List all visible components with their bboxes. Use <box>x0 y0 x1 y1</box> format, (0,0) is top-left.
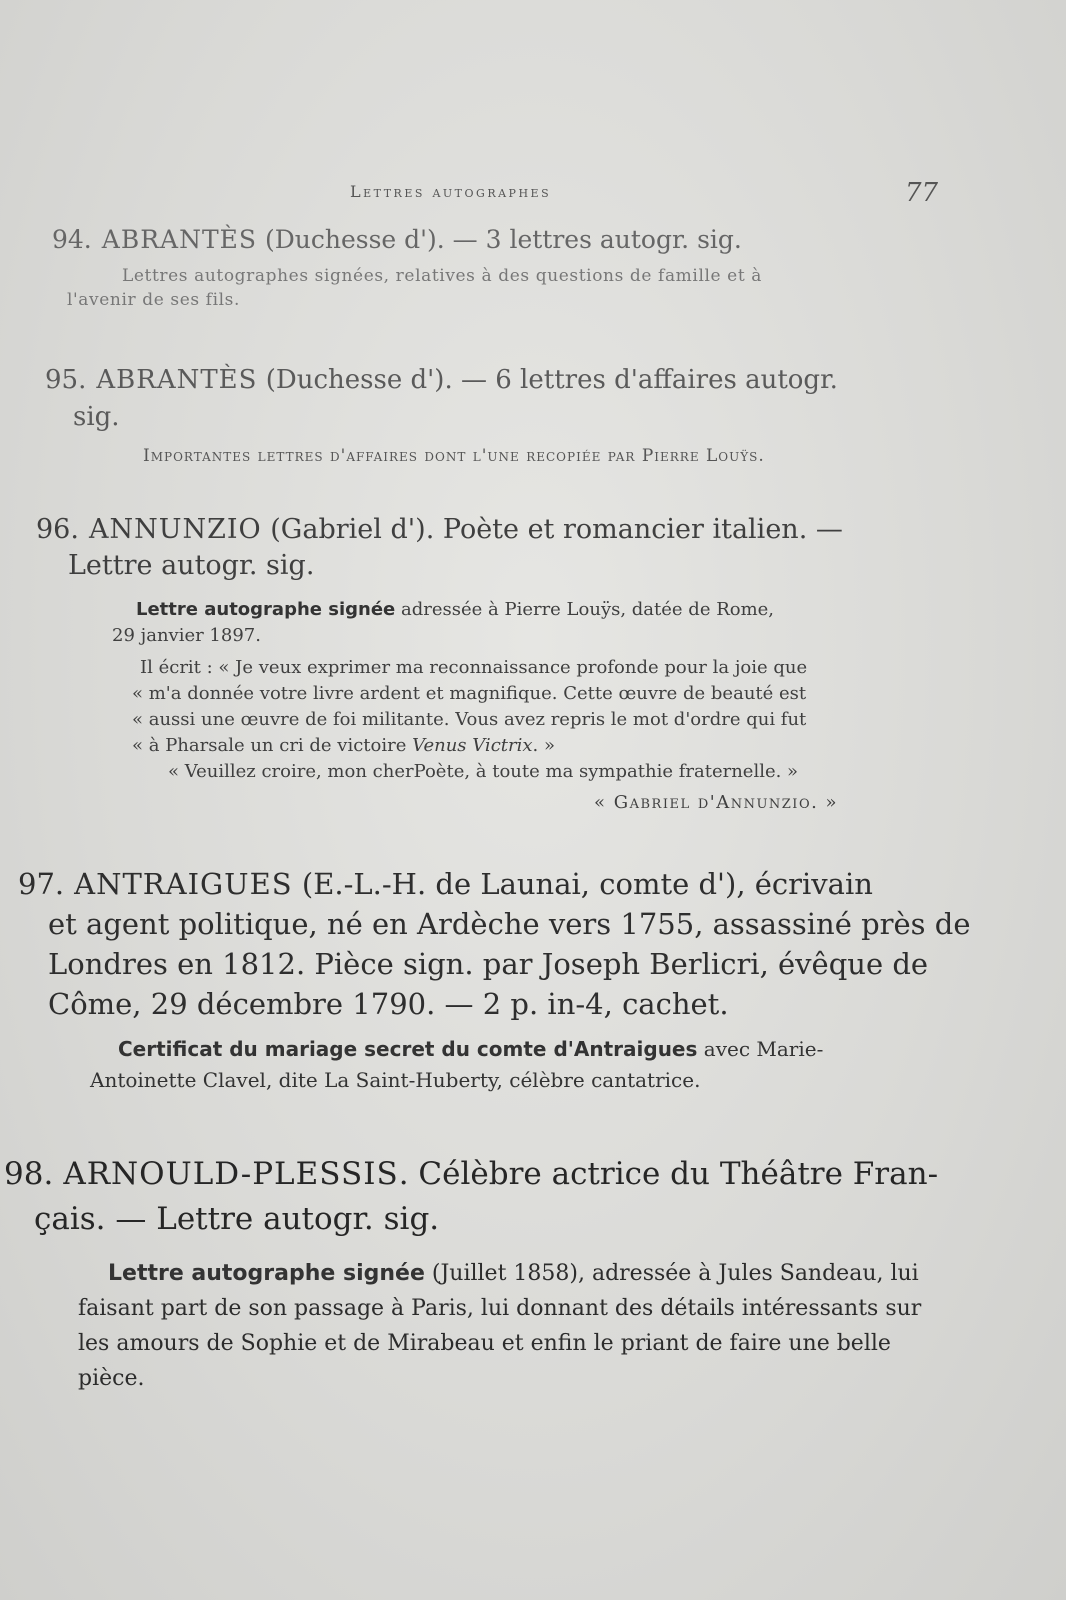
catalog-entry-98 <box>4 1152 1004 1397</box>
quote-italic-text: Venus Victrix <box>412 735 533 757</box>
description-text: (Juillet 1858), adressée à Jules Sandeau, lui <box>424 1260 919 1286</box>
entry-name: ABRANTÈS <box>101 225 257 254</box>
entry-heading-text: . Célèbre actrice du Théâtre Fran- <box>398 1156 939 1192</box>
entry-number: 94. <box>52 225 92 254</box>
description-line: Lettres autographes signées, relatives à des questions de famille et à <box>122 265 763 286</box>
description-line: 29 janvier 1897. <box>112 624 261 646</box>
entry-heading-text: (E.-L.-H. de Launai, comte d'), écrivain <box>292 867 873 901</box>
entry-name: ARNOULD-PLESSIS <box>63 1156 399 1192</box>
description-line: faisant part de son passage à Paris, lui donnant des détails intéressants sur <box>78 1296 922 1322</box>
letter-quote <box>132 655 966 759</box>
entry-description <box>112 597 966 649</box>
page-number: 77 <box>905 178 939 208</box>
description-line: Antoinette Clavel, dite La Saint-Huberty, célèbre cantatrice. <box>90 1068 701 1093</box>
entry-heading <box>52 222 952 258</box>
description-text: avec Marie- <box>697 1037 824 1062</box>
description-bold-lead: Lettre autographe signée <box>108 1260 425 1286</box>
description-bold-lead: Lettre autographe signée <box>136 598 396 620</box>
quote-line: Il écrit : « Je veux exprimer ma reconnaissance profonde pour la joie que <box>140 657 808 679</box>
entry-name: ABRANTÈS <box>96 365 258 395</box>
quote-closing: « Veuillez croire, mon cherPoète, à toute ma sympathie fraternelle. » <box>168 761 799 783</box>
entry-heading-continuation: çais. — Lettre autogr. sig. <box>34 1200 440 1237</box>
entry-heading <box>45 362 955 436</box>
entry-heading <box>36 512 966 585</box>
entry-number: 97. <box>18 867 65 901</box>
description-line: pièce. <box>78 1366 145 1392</box>
entry-description <box>90 1034 978 1096</box>
catalog-entry-94 <box>52 222 952 313</box>
entry-description: Importantes lettres d'affaires dont l'une recopiée par Pierre Louÿs. <box>143 445 765 466</box>
entry-description <box>67 264 952 313</box>
entry-heading-continuation: Londres en 1812. Pièce sign. par Joseph Berlicri, évêque de <box>48 947 929 982</box>
entry-heading-continuation: Lettre autogr. sig. <box>68 550 315 582</box>
entry-heading <box>18 864 978 1024</box>
quote-line: « aussi une œuvre de foi militante. Vous avez repris le mot d'ordre qui fut <box>132 709 807 731</box>
page-header <box>330 178 950 208</box>
description-line: l'avenir de ses fils. <box>67 290 240 311</box>
entry-description <box>78 1256 1004 1397</box>
entry-heading-continuation: Côme, 29 décembre 1790. — 2 p. in-4, cachet. <box>48 987 729 1022</box>
entry-heading-text: (Duchesse d'). — 6 lettres d'affaires autogr. <box>257 365 838 395</box>
quote-signature: « Gabriel d'Annunzio. » <box>594 791 839 813</box>
entry-name: ANNUNZIO <box>88 514 262 545</box>
entry-heading <box>4 1152 1004 1242</box>
running-title: Lettres autographes <box>350 182 552 201</box>
quote-text: « à Pharsale un cri de victoire <box>132 735 413 757</box>
description-line: les amours de Sophie et de Mirabeau et enfin le priant de faire une belle <box>78 1331 891 1357</box>
entry-heading-continuation: sig. <box>73 401 120 432</box>
catalog-entry-96 <box>36 512 966 816</box>
entry-heading-text: (Duchesse d'). — 3 lettres autogr. sig. <box>257 225 742 254</box>
entry-heading-text: (Gabriel d'). Poète et romancier italien. — <box>261 514 843 545</box>
quote-text: . » <box>532 735 555 757</box>
catalog-entry-97 <box>18 864 978 1096</box>
entry-number: 95. <box>45 365 87 395</box>
catalog-entry-95 <box>45 362 955 466</box>
entry-heading-continuation: et agent politique, né en Ardèche vers 1755, assassiné près de <box>48 907 971 942</box>
quote-line <box>132 733 966 759</box>
entry-number: 98. <box>4 1156 54 1192</box>
entry-number: 96. <box>36 514 79 545</box>
description-text: adressée à Pierre Louÿs, datée de Rome, <box>395 598 775 620</box>
entry-name: ANTRAIGUES <box>74 867 293 901</box>
description-bold-lead: Certificat du mariage secret du comte d'Antraigues <box>118 1037 698 1062</box>
quote-line: « m'a donnée votre livre ardent et magnifique. Cette œuvre de beauté est <box>132 683 807 705</box>
